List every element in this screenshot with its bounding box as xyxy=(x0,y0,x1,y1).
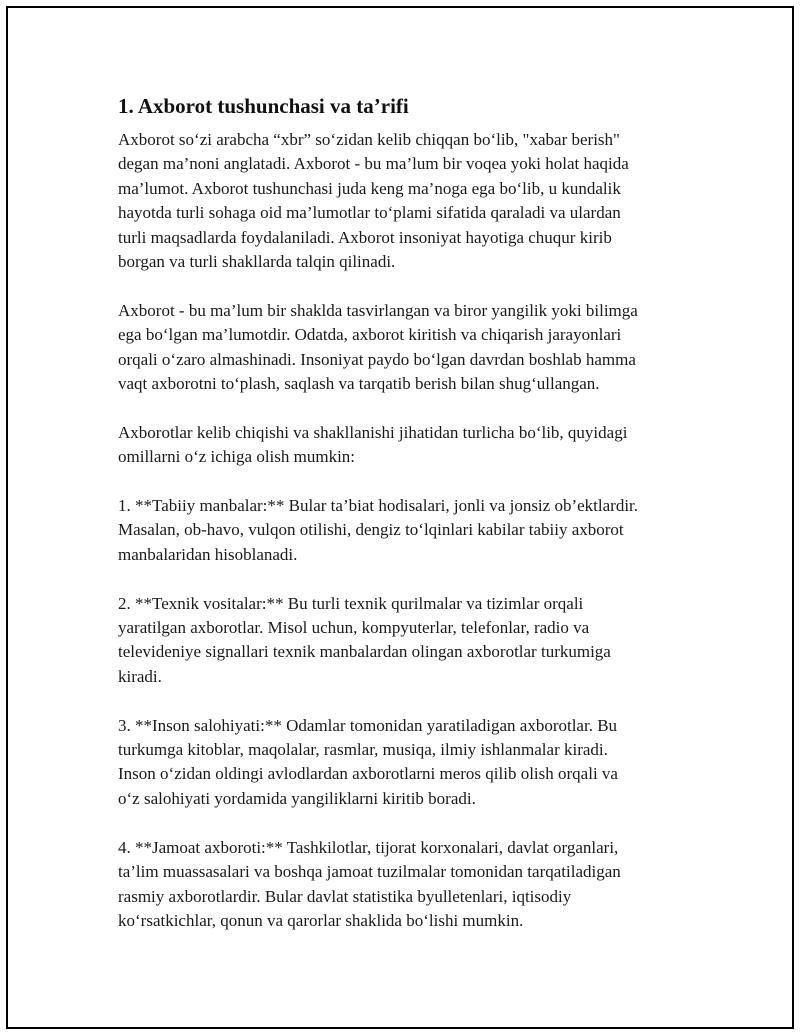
paragraph-definition xyxy=(118,128,698,274)
text-line: rasmiy axborotlardir. Bular davlat statistika byulletenlari, iqtisodiy xyxy=(118,886,572,906)
text-line: borgan va turli shakllarda talqin qilinadi. xyxy=(118,252,396,272)
text-line: ega bo‘lgan ma’lumotdir. Odatda, axborot kiritish va chiqarish jarayonlari xyxy=(118,325,622,345)
text-line: turli maqsadlarda foydalaniladi. Axborot insoniyat hayotiga chuqur kirib xyxy=(118,227,612,247)
text-line: ma’lumot. Axborot tushunchasi juda keng ma’noga ega bo‘lib, u kundalik xyxy=(118,178,621,198)
text-line: turkumga kitoblar, maqolalar, rasmlar, musiqa, ilmiy ishlanmalar kiradi. xyxy=(118,740,608,760)
text-line: ko‘rsatkichlar, qonun va qarorlar shaklida bo‘lishi mumkin. xyxy=(118,910,524,930)
section-heading: 1. Axborot tushunchasi va ta’rifi xyxy=(118,94,409,118)
text-line: Masalan, ob-havo, vulqon otilishi, dengiz to‘lqinlari kabilar tabiiy axborot xyxy=(118,520,624,540)
text-line: Axborotlar kelib chiqishi va shakllanishi jihatidan turlicha bo‘lib, quyidagi xyxy=(118,422,628,442)
text-line: Axborot so‘zi arabcha “xbr” so‘zidan kelib chiqqan bo‘lib, "xabar berish" xyxy=(118,130,620,149)
paragraph-description xyxy=(118,299,698,397)
list-item-public-information xyxy=(118,836,698,934)
text-line: yaratilgan axborotlar. Misol uchun, kompyuterlar, telefonlar, radio va xyxy=(118,618,590,638)
list-item-technical-means xyxy=(118,592,698,690)
text-line: 2. **Texnik vositalar:** Bu turli texnik qurilmalar va tizimlar orqali xyxy=(118,593,584,613)
paragraph-intro-list xyxy=(118,421,698,470)
text-line: o‘z salohiyati yordamida yangiliklarni kiritib boradi. xyxy=(118,788,476,808)
text-line: manbalaridan hisoblanadi. xyxy=(118,544,298,564)
text-line: hayotda turli sohaga oid ma’lumotlar to‘plami sifatida qaraladi va ulardan xyxy=(118,203,621,223)
text-line: degan ma’noni anglatadi. Axborot - bu ma’lum bir voqea yoki holat haqida xyxy=(118,154,629,174)
text-line: 1. **Tabiiy manbalar:** Bular ta’biat hodisalari, jonli va jonsiz ob’ektlardir. xyxy=(118,496,639,516)
text-line: ta’lim muassasalari va boshqa jamoat tuzilmalar tomonidan tarqatiladigan xyxy=(118,862,621,882)
document-body xyxy=(118,92,698,958)
list-item-human-potential xyxy=(118,714,698,812)
text-line: orqali o‘zaro almashinadi. Insoniyat paydo bo‘lgan davrdan boshlab hamma xyxy=(118,349,636,369)
text-line: omillarni o‘z ichiga olish mumkin: xyxy=(118,447,356,467)
text-line: vaqt axborotni to‘plash, saqlash va tarqatib berish bilan shug‘ullangan. xyxy=(118,374,600,394)
text-line: 3. **Inson salohiyati:** Odamlar tomonidan yaratiladigan axborotlar. Bu xyxy=(118,715,618,735)
text-line: Inson o‘zidan oldingi avlodlardan axborotlarni meros qilib olish orqali va xyxy=(118,764,618,784)
text-line: Axborot - bu ma’lum bir shaklda tasvirlangan va biror yangilik yoki bilimga xyxy=(118,300,638,320)
text-line: kiradi. xyxy=(118,666,162,686)
text-line: 4. **Jamoat axboroti:** Tashkilotlar, tijorat korxonalari, davlat organlari, xyxy=(118,837,619,857)
list-item-natural-sources xyxy=(118,494,698,567)
text-line: televideniye signallari texnik manbalardan olingan axborotlar turkumiga xyxy=(118,642,611,662)
